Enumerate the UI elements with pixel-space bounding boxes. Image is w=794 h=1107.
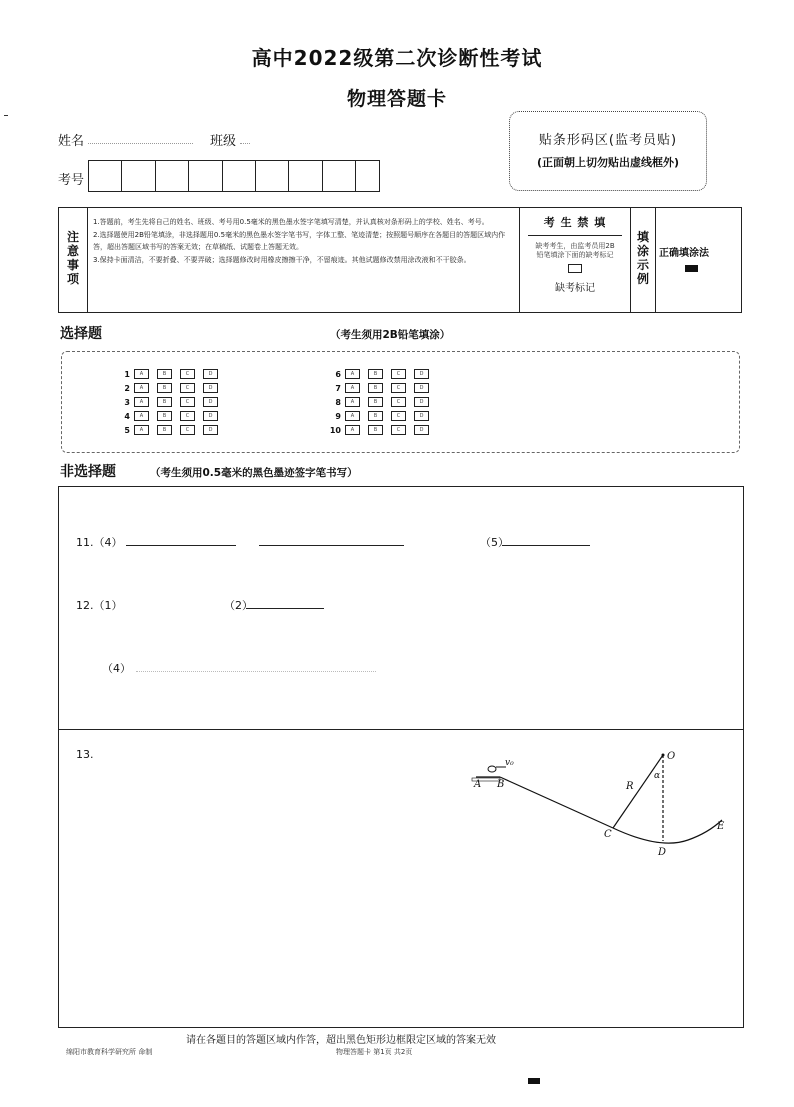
choice-bubble[interactable]: D [414,383,429,393]
choice-bubble[interactable]: D [203,411,218,421]
card-subtitle: 物理答题卡 [346,88,447,110]
choice-bubble[interactable]: D [203,397,218,407]
choice-bubble[interactable]: C [180,397,195,407]
choice-bubble[interactable]: D [203,425,218,435]
choice-number: 1 [124,369,130,379]
choice-number: 6 [335,369,341,379]
choice-bubble[interactable]: B [157,425,172,435]
choice-bubble[interactable]: D [203,383,218,393]
choice-bubble[interactable]: C [180,425,195,435]
nonchoice-note: （考生须用0.5毫米的黑色墨迹签字笔书写） [150,467,358,479]
choice-row [325,369,437,379]
choice-bubble[interactable]: C [391,397,406,407]
choice-bubble[interactable]: D [414,369,429,379]
choice-bubble[interactable]: D [203,369,218,379]
choice-bubble[interactable]: C [391,411,406,421]
notice-box [58,207,742,313]
choice-bubble[interactable]: B [368,425,383,435]
barcode-title: 贴条形码区(监考员贴) [538,133,678,148]
q12-label: 12.（1） [76,599,123,612]
choice-bubble[interactable]: A [345,397,360,407]
exam-no-boxes[interactable] [88,160,380,192]
choice-number: 9 [335,411,341,421]
choice-row [325,411,437,421]
q12-q13-divider [58,729,744,730]
choice-bubble[interactable]: B [368,411,383,421]
choice-bubble[interactable]: A [345,369,360,379]
footer-issuer: 绵阳市教育科学研究所 命制 [66,1048,153,1056]
notice-heading: 注 意 事 项 [59,208,88,312]
q12-2-label: （2） [224,599,253,612]
notice-text: 1.答题前，考生先将自己的姓名、班级、考号用0.5毫米的黑色墨水签字笔填写清楚，并认真核对条形码上的学校、姓名、考号。 2.选择题使用2B铅笔填涂，非选择题用0.5毫米的黑色墨水签字笔书写，字体工整、笔迹清楚；按照题号顺序在各题目的答题区域内作答，超出答题区域书写的答案无效；在草稿纸、试题卷上答题无效。 3.保持卡面清洁，不要折叠、不要弄破；选择题修改时用橡皮擦擦干净，不留痕迹。其他试题修改禁用涂改液和不干胶条。 [87,208,520,312]
class-label: 班级 [210,134,237,149]
q11-blank-5[interactable] [502,545,590,546]
absent-area: 考 生 禁 填 缺考考生，由监考员用2B铅笔填涂下面的缺考标记 缺考标记 [520,208,631,312]
q11-5-label: （5） [480,536,509,549]
choice-bubble[interactable]: B [157,383,172,393]
choice-bubble[interactable]: A [134,383,149,393]
choice-bubble[interactable]: C [391,383,406,393]
choice-bubble[interactable]: A [134,369,149,379]
incline-bc [500,777,613,828]
barcode-area [509,111,707,191]
choice-bubble[interactable]: D [414,411,429,421]
name-field[interactable] [88,143,193,144]
footer-page: 物理答题卡 第1页 共2页 [336,1048,413,1056]
label-e: E [717,821,725,832]
exam-no-label: 考号 [58,173,85,188]
choice-bubble[interactable]: A [345,411,360,421]
q13-label: 13. [76,748,94,761]
choice-row [114,369,226,379]
choice-bubble[interactable]: D [414,397,429,407]
choice-number: 7 [335,383,341,393]
choice-bubble[interactable]: B [368,369,383,379]
choice-bubble[interactable]: A [134,397,149,407]
choice-row [114,411,226,421]
label-a: A [474,779,482,790]
name-label: 姓名 [58,134,85,149]
exam-title: 高中2022级第二次诊断性考试 [251,46,543,70]
choice-bubble[interactable]: A [345,383,360,393]
choice-row [325,425,437,435]
q11-blank-2[interactable] [259,545,404,546]
choice-bubble[interactable]: B [157,369,172,379]
nonchoice-title: 非选择题 [60,464,116,480]
choice-bubble[interactable]: B [368,383,383,393]
arc-cde [613,820,722,843]
choice-bubble[interactable]: A [134,425,149,435]
footer-warning: 请在各题目的答题区域内作答，超出黑色矩形边框限定区域的答案无效 [186,1035,496,1046]
choice-number: 10 [329,425,341,435]
q12-blank-2[interactable] [246,608,324,609]
choice-title: 选择题 [60,326,102,342]
label-c: C [604,829,612,840]
label-v0: v₀ [505,758,514,768]
example-heading: 填 涂 示 例 [636,230,649,286]
choice-note: （考生须用2B铅笔填涂） [330,329,451,341]
q12-blank-4[interactable] [136,671,376,672]
choice-number: 8 [335,397,341,407]
choice-bubble[interactable]: A [134,411,149,421]
choice-row [114,383,226,393]
filled-example [685,265,698,272]
label-d: D [658,847,667,858]
q11-blank-1[interactable] [126,545,236,546]
q11-label: 11.（4） [76,536,123,549]
choice-row [114,397,226,407]
choice-bubble[interactable]: C [180,411,195,421]
choice-bubble[interactable]: B [368,397,383,407]
q13-figure [470,745,740,860]
radius-line [613,755,663,828]
choice-bubble[interactable]: C [391,425,406,435]
label-b: B [497,779,505,790]
label-r: R [626,781,634,792]
example-label: 正确填涂法 [659,248,709,259]
choice-row [114,425,226,435]
choice-bubble[interactable]: B [157,411,172,421]
q12-4-label: （4） [102,662,131,675]
center-o [662,754,665,757]
scan-mark [4,115,8,116]
label-o: O [667,751,676,762]
barcode-note: (正面朝上切勿贴出虚线框外) [536,156,680,169]
absent-mark-box[interactable] [568,264,582,273]
choice-number: 2 [124,383,130,393]
choice-bubble[interactable]: C [391,369,406,379]
choice-bubble[interactable]: D [414,425,429,435]
choice-number: 4 [124,411,130,421]
ball [488,766,496,772]
choice-row [325,383,437,393]
alignment-mark [528,1078,540,1084]
choice-bubble[interactable]: C [180,383,195,393]
choice-bubble[interactable]: C [180,369,195,379]
choice-row [325,397,437,407]
choice-number: 3 [124,397,130,407]
choice-bubble[interactable]: B [157,397,172,407]
choice-number: 5 [124,425,130,435]
label-alpha: α [654,771,661,781]
choice-bubble[interactable]: A [345,425,360,435]
class-field[interactable] [240,143,250,144]
